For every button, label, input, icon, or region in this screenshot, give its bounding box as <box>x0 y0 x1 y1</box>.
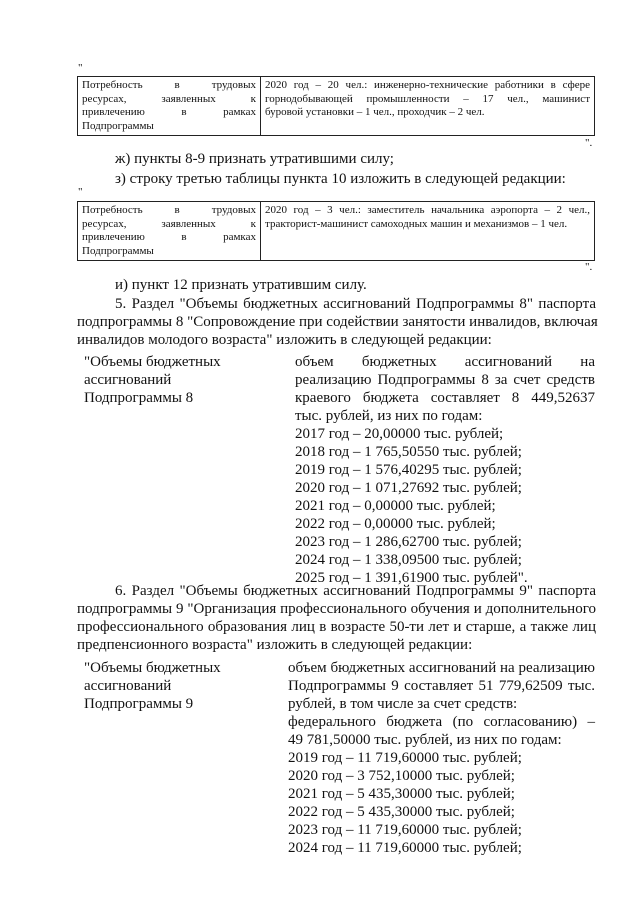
t2-right-line: 2020 год – 3 чел.: заместитель начальника аэропорта – 2 чел., <box>265 204 590 216</box>
block9-line: 2019 год – 11 719,60000 тыс. рублей; <box>288 750 522 766</box>
table-2-right-cell <box>261 202 595 261</box>
block8-line: 2025 год – 1 391,61900 тыс. рублей". <box>295 570 528 586</box>
para5-line: 5. Раздел "Объемы бюджетных ассигнований Подпрограммы 8" паспорта <box>115 296 596 312</box>
block9-label <box>84 659 221 713</box>
item-zh: ж) пункты 8-9 признать утратившими силу; <box>115 151 394 167</box>
item-z: з) строку третью таблицы пункта 10 изложить в следующей редакции: <box>115 171 566 187</box>
table-labour-1 <box>77 76 595 136</box>
t1-left-line: Потребность в трудовых <box>82 79 256 91</box>
block9-line: 49 781,50000 тыс. рублей, из них по годам: <box>288 732 562 748</box>
t2-left-line: ресурсах, заявленных к <box>82 217 256 230</box>
block9-label-line: "Объемы бюджетных <box>84 660 221 676</box>
quote-close-1: ". <box>585 137 593 149</box>
block9-line: 2021 год – 5 435,30000 тыс. рублей; <box>288 786 515 802</box>
para5-line: инвалидов молодого возраста" изложить в следующей редакции: <box>77 332 492 348</box>
block9-line: федерального бюджета (по согласованию) – <box>288 714 595 730</box>
t1-right-line: горнодобывающей промышленности – 17 чел., машинист <box>265 92 590 105</box>
block8-label-line: "Объемы бюджетных <box>84 354 221 370</box>
t1-right-line: 2020 год – 20 чел.: инженерно-технические работники в сфере <box>265 79 590 91</box>
block8-line: 2020 год – 1 071,27692 тыс. рублей; <box>295 480 522 496</box>
block8-line: 2019 год – 1 576,40295 тыс. рублей; <box>295 462 522 478</box>
t1-right-line: буровой установки – 1 чел., проходчик – 2 чел. <box>265 106 485 118</box>
block9-content <box>288 659 595 857</box>
table-labour-2 <box>77 201 595 261</box>
para6-line: профессионального образования лиц в возрасте 50-ти лет и старше, а также лиц <box>77 619 596 635</box>
t2-left-line: Подпрограммы <box>82 244 154 257</box>
block8-line: 2018 год – 1 765,50550 тыс. рублей; <box>295 444 522 460</box>
t2-left-line: привлечению в рамках <box>82 231 256 243</box>
block8-line: тыс. рублей, из них по годам: <box>295 408 483 424</box>
table-1-right-cell <box>261 77 595 136</box>
block8-line: объем бюджетных ассигнований на <box>295 354 595 370</box>
block9-line: объем бюджетных ассигнований на реализацию <box>288 660 595 676</box>
block8-line: 2023 год – 1 286,62700 тыс. рублей; <box>295 534 522 550</box>
quote-open-1: " <box>78 62 83 74</box>
table-2-left-cell <box>78 202 261 261</box>
block8-content <box>295 353 595 587</box>
block9-line: 2020 год – 3 752,10000 тыс. рублей; <box>288 768 515 784</box>
quote-close-2: ". <box>585 261 593 273</box>
block8-line: 2022 год – 0,00000 тыс. рублей; <box>295 516 496 532</box>
t1-left-line: ресурсах, заявленных к <box>82 92 256 105</box>
block8-label-line: ассигнований <box>84 372 172 388</box>
para6-line: подпрограммы 9 "Организация профессионального обучения и дополнительного <box>77 601 596 617</box>
para6-line: предпенсионного возраста" изложить в следующей редакции: <box>77 637 473 653</box>
block9-line: Подпрограммы 9 составляет 51 779,62509 тыс. <box>288 678 595 694</box>
block9-line: 2022 год – 5 435,30000 тыс. рублей; <box>288 804 515 820</box>
block8-label-line: Подпрограммы 8 <box>84 390 194 406</box>
paragraph-6 <box>77 582 596 654</box>
item-i: и) пункт 12 признать утратившим силу. <box>115 277 367 293</box>
table-1-left-cell <box>78 77 261 136</box>
t1-left-line: Подпрограммы <box>82 119 154 132</box>
block9-line: 2024 год – 11 719,60000 тыс. рублей; <box>288 840 522 856</box>
block9-label-line: ассигнований <box>84 678 172 694</box>
t2-left-line: Потребность в трудовых <box>82 204 256 216</box>
block8-line: 2017 год – 20,00000 тыс. рублей; <box>295 426 504 442</box>
paragraph-5 <box>77 295 596 349</box>
t2-right-line: тракторист-машинист самоходных машин и механизмов – 1 чел. <box>265 217 568 230</box>
block8-label <box>84 353 221 407</box>
block8-line: краевого бюджета составляет 8 449,52637 <box>295 390 595 406</box>
block8-line: реализацию Подпрограммы 8 за счет средств <box>295 372 595 388</box>
t1-left-line: привлечению в рамках <box>82 106 256 118</box>
block9-line: рублей, в том числе за счет средств: <box>288 696 518 712</box>
block9-label-line: Подпрограммы 9 <box>84 696 194 712</box>
para5-line: подпрограммы 8 "Сопровождение при содействии занятости инвалидов, включая <box>77 314 598 330</box>
block8-line: 2024 год – 1 338,09500 тыс. рублей; <box>295 552 522 568</box>
para6-line: 6. Раздел "Объемы бюджетных ассигнований Подпрограммы 9" паспорта <box>115 583 596 599</box>
quote-open-2: " <box>78 186 83 198</box>
block9-line: 2023 год – 11 719,60000 тыс. рублей; <box>288 822 522 838</box>
block8-line: 2021 год – 0,00000 тыс. рублей; <box>295 498 496 514</box>
